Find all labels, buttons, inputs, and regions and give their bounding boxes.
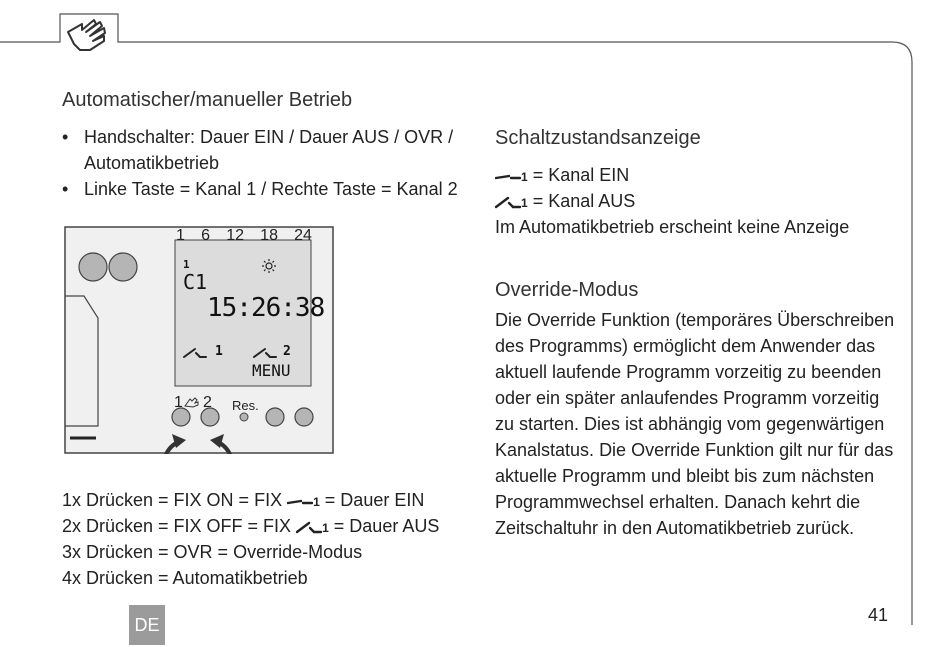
paragraph-line: des Programms) ermöglicht dem Anwender das [495, 336, 876, 356]
switch-off-symbol [296, 520, 322, 534]
bullet-item: • Handschalter: Dauer EIN / Dauer AUS / OVR / Automatikbetrieb [62, 124, 482, 176]
device-body [64, 226, 334, 454]
lcd-time: 15:26:38 [207, 293, 325, 323]
section-heading-status: Schaltzustandsanzeige [495, 127, 701, 149]
press-line: 1x Drücken = FIX ON = FIX 1 = Dauer EIN [62, 490, 425, 510]
hand-icon [184, 396, 200, 408]
press-list [62, 487, 439, 591]
lcd-channel-2: 2 [283, 344, 291, 359]
paragraph-line: aktuell laufende Programm vorzeitig zu beenden [495, 362, 882, 382]
section-heading-override: Override-Modus [495, 279, 639, 301]
hour-label: 24 [294, 227, 312, 244]
status-line-on: 1 = Kanal EIN [495, 162, 849, 188]
paragraph-line: oder ein später anlaufendes Programm vorzeitig [495, 388, 880, 408]
lcd-channel-number: 1 [183, 258, 190, 271]
lcd-channel-1: 1 [215, 344, 223, 359]
switch-on-symbol [495, 169, 521, 183]
override-paragraph [495, 307, 894, 541]
status-note: Im Automatikbetrieb erscheint keine Anzeige [495, 217, 850, 237]
paragraph-line: zu starten. Dies ist abhängig vom gegenwärtigen [495, 414, 885, 434]
paragraph-line: Zeitschaltuhr in den Automatikbetrieb zurück. [495, 518, 855, 538]
press-line: 3x Drücken = OVR = Override-Modus [62, 542, 363, 562]
reset-label: Res. [232, 398, 259, 413]
button-label-2: 2 [203, 394, 212, 411]
paragraph-line: Programmwechsel erhalten. Danach kehrt die [495, 492, 861, 512]
status-line-off: 1 = Kanal AUS [495, 188, 849, 214]
hour-label: 6 [201, 227, 210, 244]
language-badge: DE [129, 605, 165, 645]
status-legend [495, 162, 849, 240]
switch-on-symbol [287, 494, 313, 508]
paragraph-line: Die Override Funktion (temporäres Überschreiben [495, 310, 895, 330]
section-heading-operation: Automatischer/manueller Betrieb [62, 89, 353, 111]
hour-scale [176, 227, 312, 245]
press-line: 4x Drücken = Automatikbetrieb [62, 568, 308, 588]
press-line: 2x Drücken = FIX OFF = FIX 1 = Dauer AUS [62, 516, 440, 536]
lcd-menu: MENU [252, 361, 291, 380]
bullet-item: • Linke Taste = Kanal 1 / Rechte Taste = Kanal 2 [62, 176, 482, 202]
hour-label: 1 [176, 227, 185, 244]
page-number: 41 [867, 605, 888, 625]
paragraph-line: aktuelle Programm und bleibt bis zum nächsten [495, 466, 875, 486]
hour-label: 18 [260, 227, 278, 244]
timer-device [64, 226, 334, 454]
switch-off-symbol [495, 195, 521, 209]
hand-icon [68, 20, 105, 50]
lcd-program: C1 [183, 270, 208, 294]
paragraph-line: Kanalstatus. Die Override Funktion gilt nur für das [495, 440, 894, 460]
bullet-list [62, 124, 482, 202]
button-label-1: 1 [174, 394, 183, 411]
hour-label: 12 [226, 227, 244, 244]
